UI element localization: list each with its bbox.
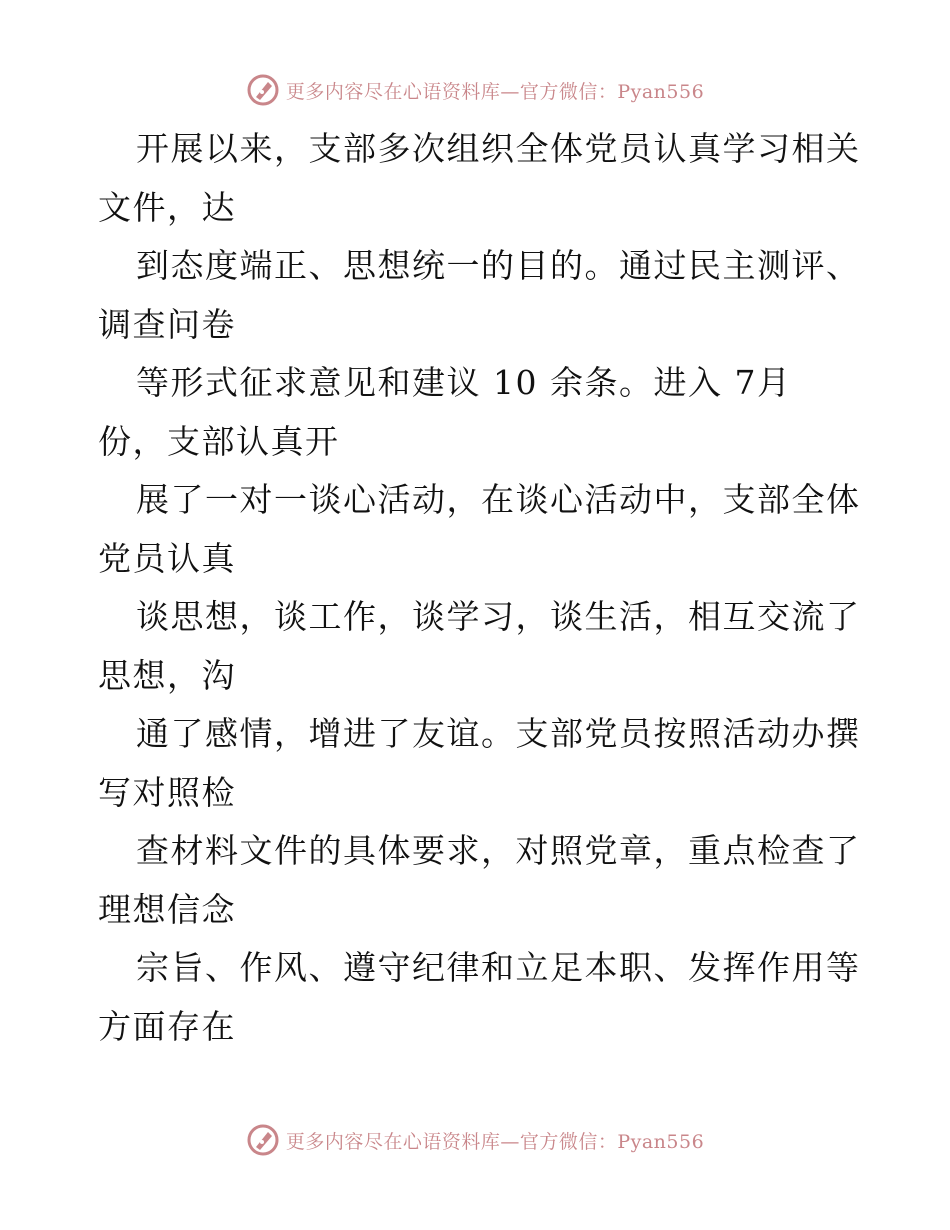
text-line: 展了一对一谈心活动，在谈心活动中，支部全体: [136, 480, 861, 519]
text-line: 谈思想，谈工作，谈学习，谈生活，相互交流了: [136, 597, 861, 636]
text-line: 宗旨、作风、遵守纪律和立足本职、发挥作用等: [136, 948, 861, 987]
text-line: 查材料文件的具体要求，对照党章，重点检查了: [136, 831, 861, 870]
text-line: 写对照检: [98, 772, 236, 812]
footer-watermark: [0, 1120, 950, 1160]
watermark-text: 更多内容尽在心语资料库—官方微信：Pyan556: [285, 1130, 705, 1153]
text-line: 份，支部认真开: [98, 421, 340, 461]
text-line: 方面存在: [98, 1006, 236, 1046]
text-line: 调查问卷: [98, 304, 236, 344]
text-line: 理想信念: [98, 889, 236, 929]
text-line: 党员认真: [98, 538, 236, 578]
document-body: [98, 120, 861, 1056]
pen-nib-logo-icon: [246, 1123, 280, 1157]
text-line: 文件，达: [98, 187, 236, 227]
text-line: 到态度端正、思想统一的目的。通过民主测评、: [136, 246, 861, 285]
text-line: 开展以来，支部多次组织全体党员认真学习相关: [136, 129, 861, 168]
watermark-text: 更多内容尽在心语资料库—官方微信：Pyan556: [285, 80, 705, 103]
text-line: 等形式征求意见和建议 10 余条。进入 7月: [136, 363, 792, 402]
header-watermark: [0, 70, 950, 110]
text-line: 思想，沟: [98, 655, 236, 695]
text-line: 通了感情，增进了友谊。支部党员按照活动办撰: [136, 714, 861, 753]
pen-nib-logo-icon: [246, 73, 280, 107]
